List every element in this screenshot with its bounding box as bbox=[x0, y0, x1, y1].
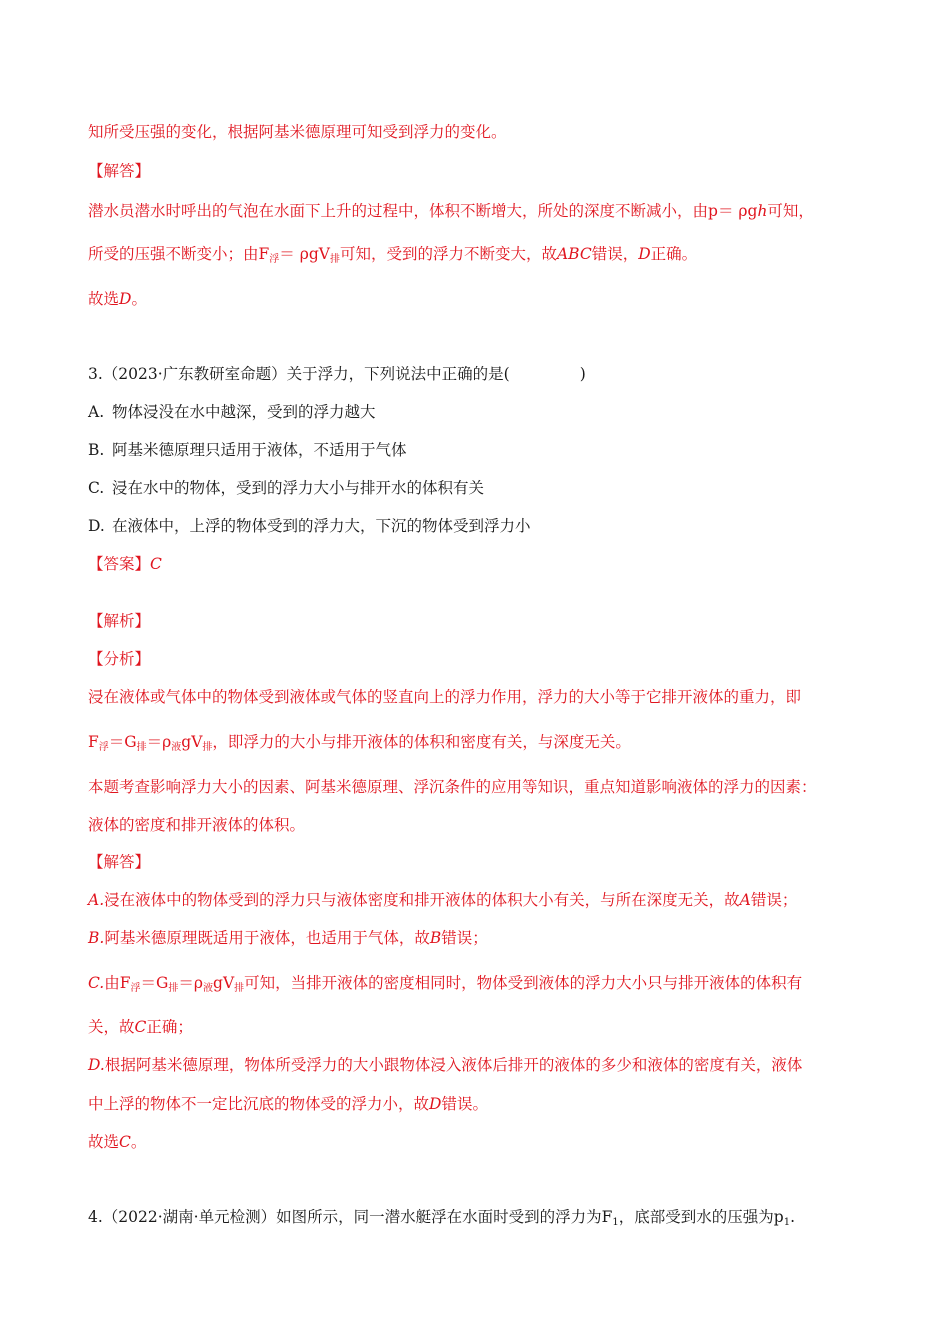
explanation-label: 【解析】 bbox=[88, 612, 151, 630]
solution-d-line-2: 中上浮的物体不一定比沉底的物体受的浮力小，故D错误。 bbox=[88, 1095, 488, 1113]
question-3-stem: 3.（2023·广东教研室命题）关于浮力，下列说法中正确的是( ) bbox=[88, 365, 586, 383]
solution-c-line-2: 关，故C正确； bbox=[88, 1018, 193, 1036]
solution-line-1: 潜水员潜水时呼出的气泡在水面下上升的过程中，体积不断增大，所处的深度不断减小，由p＝ ρgℎ可知， bbox=[88, 202, 814, 220]
solution-a: A.浸在液体中的物体受到的浮力只与液体密度和排开液体的体积大小有关，与所在深度无关，故A错误； bbox=[88, 891, 798, 909]
solution-line-2: 所受的压强不断变小；由$F_浮= \rho gV_排$可知，受到的浮力不断变大，故ABC错误，D正确。 bbox=[88, 245, 698, 265]
choose-line-2: 故选C。 bbox=[88, 1133, 147, 1151]
analysis-label: 【分析】 bbox=[88, 650, 151, 668]
choose-line: 故选D。 bbox=[88, 290, 147, 308]
solution-label-2: 【解答】 bbox=[88, 853, 151, 871]
answer-line: 【答案】C bbox=[88, 555, 162, 573]
analysis-line-2: $F_浮=G_排=\rho_液gV_排$，即浮力的大小与排开液体的体积和密度有关，与深度无关。 bbox=[88, 733, 631, 753]
analysis-line: 知所受压强的变化，根据阿基米德原理可知受到浮力的变化。 bbox=[88, 123, 507, 141]
solution-c-line-1: C.由$F_浮=G_排=\rho_液gV_排$可知，当排开液体的密度相同时，物体受到液体的浮力大小只与排开液体的体积有 bbox=[88, 974, 803, 994]
question-4-stem: 4.（2022·湖南·单元检测）如图所示，同一潜水艇浮在水面时受到的浮力为$F_1$，底部受到水的压强为$p_1$. bbox=[88, 1208, 795, 1228]
solution-b: B.阿基米德原理既适用于液体，也适用于气体，故B错误； bbox=[88, 929, 488, 947]
solution-label: 【解答】 bbox=[88, 162, 151, 180]
solution-d-line-1: D.根据阿基米德原理，物体所受浮力的大小跟物体浸入液体后排开的液体的多少和液体的密度有关，液体 bbox=[88, 1056, 803, 1074]
option-a: A. 物体浸没在水中越深，受到的浮力越大 bbox=[88, 403, 376, 421]
option-c: C. 浸在水中的物体，受到的浮力大小与排开水的体积有关 bbox=[88, 479, 485, 497]
analysis-line-4: 液体的密度和排开液体的体积。 bbox=[88, 816, 306, 834]
analysis-line-1: 浸在液体或气体中的物体受到液体或气体的竖直向上的浮力作用，浮力的大小等于它排开液体的重力，即 bbox=[88, 688, 802, 706]
option-b: B. 阿基米德原理只适用于液体，不适用于气体 bbox=[88, 441, 407, 459]
option-d: D. 在液体中，上浮的物体受到的浮力大，下沉的物体受到浮力小 bbox=[88, 517, 531, 535]
analysis-line-3: 本题考查影响浮力大小的因素、阿基米德原理、浮沉条件的应用等知识，重点知道影响液体的浮力的因素： bbox=[88, 778, 817, 796]
